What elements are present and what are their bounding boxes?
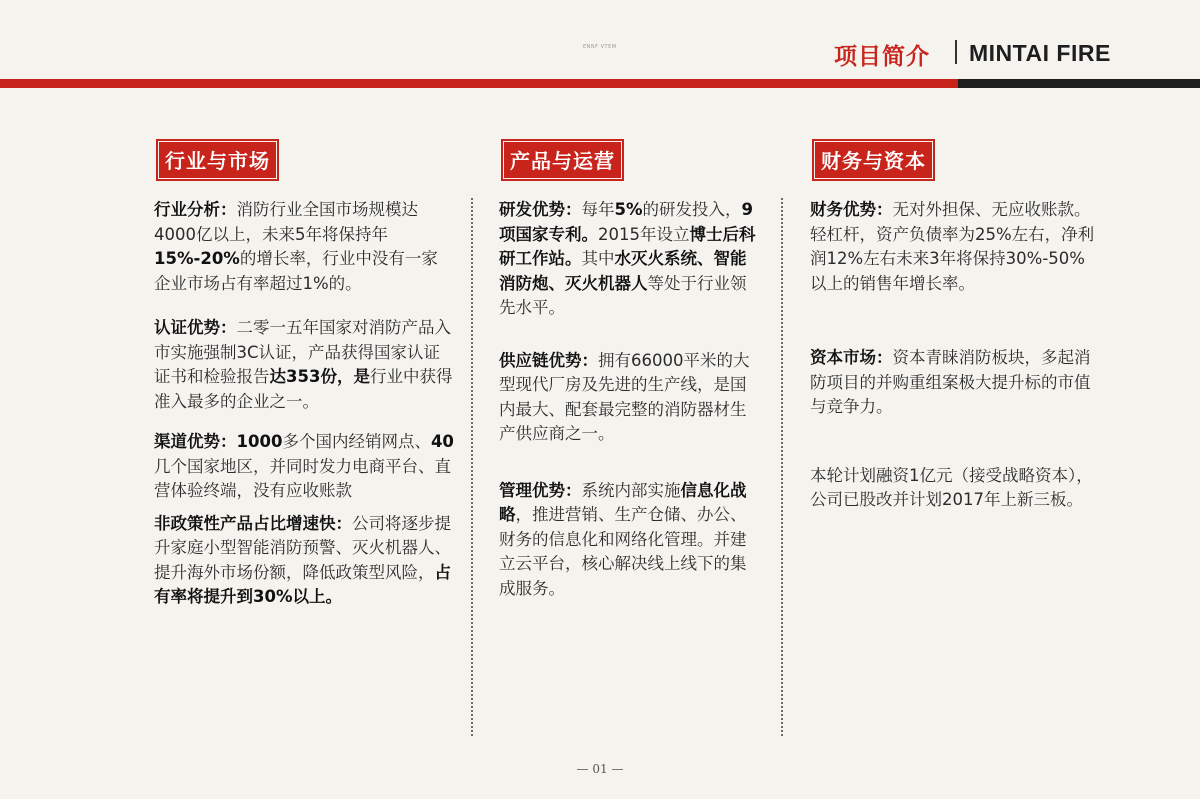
emphasis-text: 认证优势： [154,318,237,337]
body-text: 等处于行业领先水平。 [499,273,747,317]
header-rule-black [958,79,1200,88]
emphasis-text: 行业分析： [154,200,237,219]
emphasis-text: 9项国家专利。 [499,200,753,244]
header-separator [955,40,957,64]
paragraph [499,198,757,321]
body-text: 拥有66000平米的大型现代厂房及先进的生产线，是国内最大、配套最完整的消防器材生产供应商之一。 [499,350,750,443]
body-text: 二零一五年国家对消防产品入市实施强制3C认证，产品获得国家认证证书和检验报告 [154,318,451,386]
page-title: 项目简介 [834,44,930,70]
paragraph [154,512,454,610]
column-finance-capital [810,142,1096,513]
paragraph [154,198,454,296]
paragraph [499,479,757,602]
header-tiny-note: ENNF VTEM [583,44,617,50]
paragraph [154,316,454,414]
paragraph [810,198,1096,296]
body-text: ，推进营销、生产仓储、办公、财务的信息化和网络化管理。并建立云平台，核心解决线上线下的集成服务。 [499,505,747,598]
emphasis-text: 占有率将提升到30%以上。 [154,562,451,606]
body-text: 每年 [581,200,615,219]
emphasis-text: 渠道优势：1000 [154,432,283,451]
body-text: 的增长率，行业中没有一家企业市场占有率超过1%的。 [154,249,438,293]
body-text: 系统内部实施 [581,480,681,500]
body-text: 2015年设立 [598,224,690,244]
body-text: 消防行业全国市场规模达4000亿以上，未来5年将保持年 [154,200,418,244]
emphasis-text: 供应链优势： [499,350,598,370]
body-text: 的研发投入， [642,200,742,219]
paragraph [810,464,1096,513]
section-heading-product-operation: 产品与运营 [504,142,621,178]
section-heading-industry-market: 行业与市场 [159,142,276,178]
column-divider [471,198,473,736]
emphasis-text: 研发优势： [499,200,582,219]
emphasis-text: 博士后科研工作站。 [499,224,756,268]
body-text: 其中 [581,249,615,268]
column-divider [781,198,783,736]
column-product-operation [499,142,757,601]
column-industry-market [154,142,454,610]
emphasis-text: 水灭火系统、智能消防炮、灭火机器人 [499,249,747,293]
body-text: 行业中获得准入最多的企业之一。 [154,367,453,411]
body-text: 无对外担保、无应收账款。轻杠杆，资产负债率为25%左右，净利润12%左右未来3年将保持30%-50%以上的销售年增长率。 [810,200,1095,293]
page-number: — 01 — [576,762,624,776]
emphasis-text: 15%-20% [154,249,240,268]
emphasis-text: 5% [614,200,643,219]
emphasis-text: 非政策性产品占比增速快： [154,513,352,533]
body-text: 几个国家地区，并同时发力电商平台、直营体验终端，没有应收账款 [154,456,451,500]
header-rule-red [0,79,958,88]
emphasis-text: 管理优势： [499,480,582,500]
emphasis-text: 财务优势： [810,200,893,219]
body-text: 公司将逐步提升家庭小型智能消防预警、灭火机器人、提升海外市场份额，降低政策型风险， [154,513,451,582]
emphasis-text: 达353份，是 [269,367,370,386]
brand-name: MINTAI FIRE [969,40,1111,66]
emphasis-text: 资本市场： [810,348,893,367]
body-text: 本轮计划融资1亿元（接受战略资本），公司已股改并计划2017年上新三板。 [810,465,1093,509]
emphasis-text: 信息化战略 [499,480,747,524]
paragraph [499,349,757,447]
emphasis-text: 40 [430,432,454,451]
body-text: 多个国内经销网点、 [282,432,431,451]
section-heading-finance-capital: 财务与资本 [815,142,932,178]
paragraph [810,346,1096,420]
body-text: 资本青睐消防板块，多起消防项目的并购重组案极大提升标的市值与竞争力。 [810,348,1091,416]
paragraph [154,430,454,504]
